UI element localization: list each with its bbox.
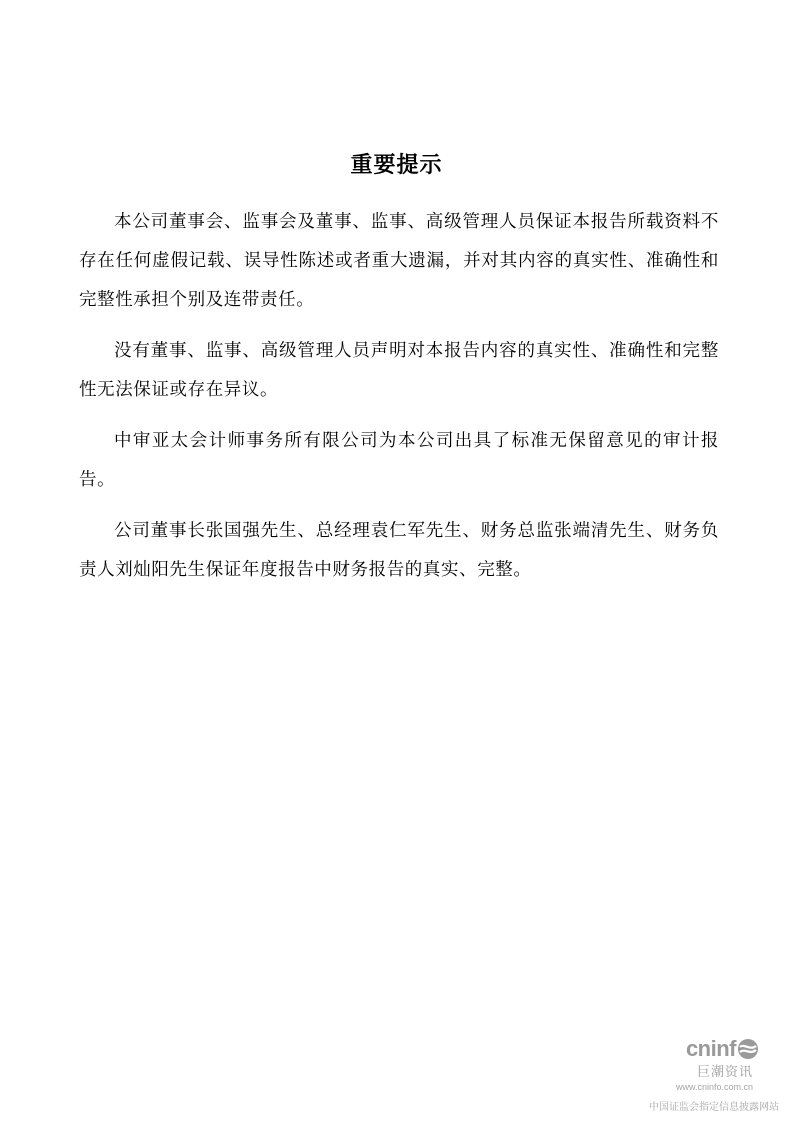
cninfo-watermark <box>639 1036 779 1114</box>
cninfo-chinese-name: 巨潮资讯 <box>696 1065 753 1080</box>
cninfo-url: www.cninfo.com.cn <box>675 1082 753 1092</box>
paragraph-audit-opinion: 中审亚太会计师事务所有限公司为本公司出具了标准无保留意见的审计报告。 <box>79 431 719 490</box>
page-title: 重要提示 <box>350 153 443 178</box>
cninfo-swirl-icon <box>737 1038 759 1060</box>
document-body <box>79 203 719 602</box>
paragraph-responsibility-statement: 本公司董事会、监事会及董事、监事、高级管理人员保证本报告所载资料不存在任何虚假记载、误导性陈述或者重大遗漏，并对其内容的真实性、准确性和完整性承担个别及连带责任。 <box>79 212 719 310</box>
paragraph-financial-guarantee: 公司董事长张国强先生、总经理袁仁军先生、财务总监张端清先生、财务负责人刘灿阳先生保证年度报告中财务报告的真实、完整。 <box>79 521 719 580</box>
cninfo-subtitle: 中国证监会指定信息披露网站 <box>649 1102 779 1113</box>
cninfo-logo <box>686 1036 759 1062</box>
cninfo-logo-text: cninf <box>685 1036 736 1061</box>
paragraph-no-objection: 没有董事、监事、高级管理人员声明对本报告内容的真实性、准确性和完整性无法保证或存在异议。 <box>79 341 719 400</box>
